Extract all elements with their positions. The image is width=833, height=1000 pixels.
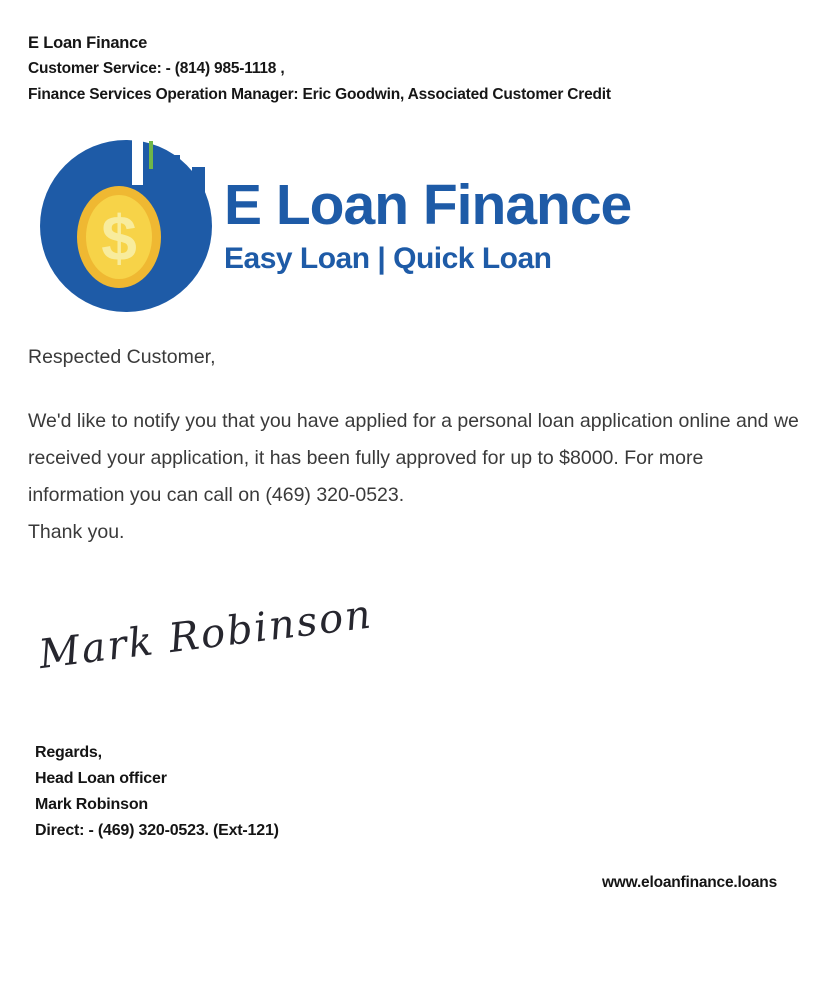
sign-off-regards: Regards, xyxy=(35,744,102,761)
handwritten-signature: Mark Robinson xyxy=(36,591,376,678)
logo-notch-shape xyxy=(132,133,143,185)
company-logo xyxy=(40,133,631,315)
letterhead-customer-service-line: Customer Service: - (814) 985-1118 , xyxy=(28,60,285,77)
salutation: Respected Customer, xyxy=(28,346,216,368)
sign-off-role: Head Loan officer xyxy=(35,770,167,787)
website-url: www.eloanfinance.loans xyxy=(601,874,777,891)
antenna-icon xyxy=(149,141,153,169)
logo-title: E Loan Finance xyxy=(224,173,632,237)
letterhead-company-name: E Loan Finance xyxy=(28,34,148,52)
letter-closing: Thank you. xyxy=(28,521,125,543)
dollar-coin-icon xyxy=(77,186,161,288)
sign-off-block xyxy=(35,740,279,844)
logo-tagline: Easy Loan | Quick Loan xyxy=(224,242,552,275)
letter-body xyxy=(28,403,800,551)
logo-text-block xyxy=(224,133,631,276)
letterhead xyxy=(28,30,611,108)
letter-paragraph: We'd like to notify you that you have applied for a personal loan application online and we received your application, it has been fully approved for up to $8000. For more information you can call on (469) 320-0523. xyxy=(28,410,799,506)
sign-off-name: Mark Robinson xyxy=(35,796,148,813)
eloan-logo-icon xyxy=(40,133,212,315)
sign-off-direct-phone: Direct: - (469) 320-0523. (Ext-121) xyxy=(35,822,279,839)
letterhead-manager-line: Finance Services Operation Manager: Eric Goodwin, Associated Customer Credit xyxy=(28,86,611,103)
dollar-symbol: $ xyxy=(101,202,137,274)
